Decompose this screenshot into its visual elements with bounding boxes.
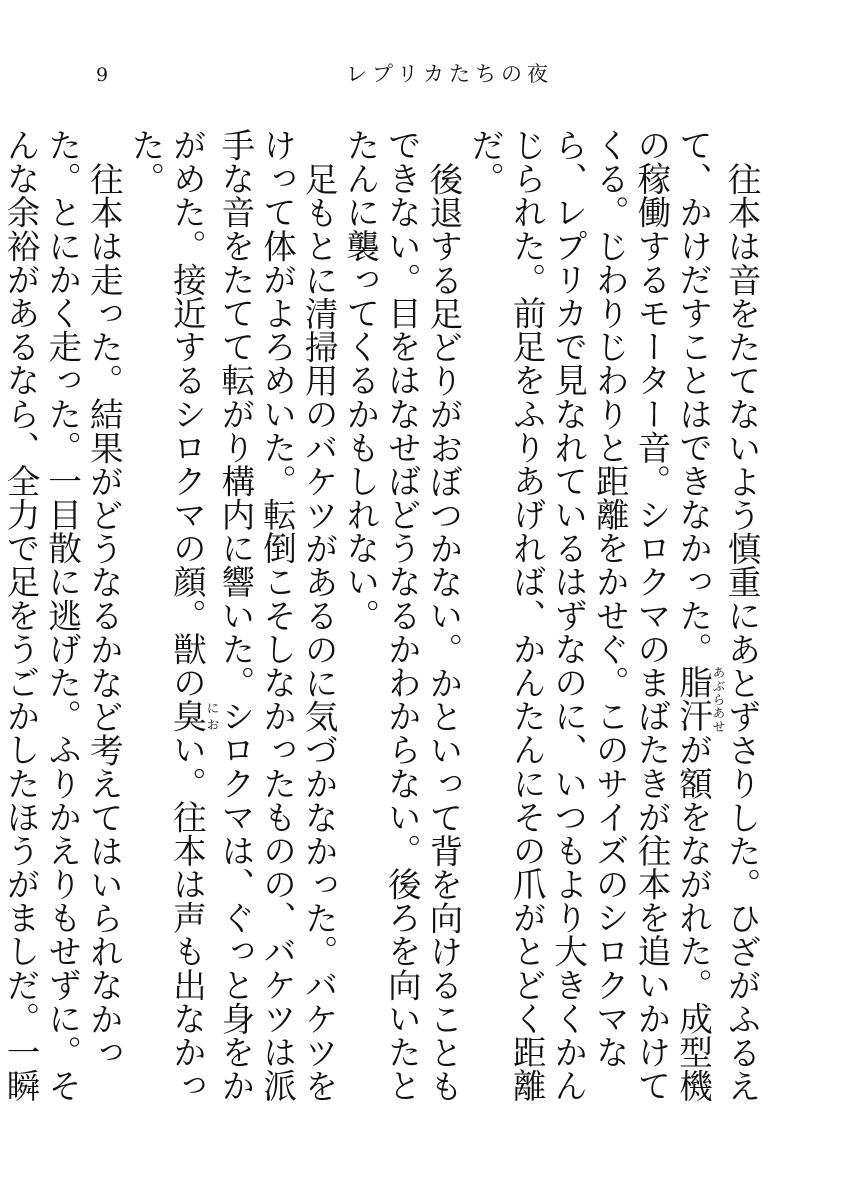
ruby-base: 臭: [167, 699, 207, 733]
ruby-aburaase: [673, 665, 725, 733]
paragraph-1-part-a: 往本は音をたてないよう慎重にあとずさりした。ひざがふるえて、かけだすことはできなかった。: [673, 128, 761, 1103]
ruby-reading: にお: [203, 699, 219, 733]
paragraph-4: 往本は走った。結果がどうなるかなど考えてはいられなかった。とにかく走った。一目散に逃げた。ふりかえりもせずに。そんな余裕があるなら、全力で足をうごかしたほうがましだ。一瞬: [1, 128, 124, 1103]
body-text: [1, 128, 762, 1118]
paragraph-3: [124, 128, 339, 1118]
ruby-nioi: [167, 699, 219, 733]
paragraph-3-part-b: い。往本は声も出なかった。: [125, 128, 207, 1103]
paragraph-3-part-a: 足もとに清掃用のバケツがあるのに気づかなかった。バケツをけって体がよろめいた。転倒こそしなかったものの、バケツは派手な音をたてて転がり構内に響いた。シロクマは、ぐっと身をかがめた。接近するシロクマの顔。獣の: [167, 128, 339, 1103]
running-title: レプリカたちの夜: [346, 62, 553, 86]
page-number: 9: [96, 64, 109, 86]
paragraph-1-part-b: が額をながれた。成型機の稼働するモーター音。シロクマのまばたきが往本を追いかけてくる。じわりじわりと距離をかせぐ。このサイズのシロクマなら、レプリカで見なれているはずなのに、いつもより大きくかんじられた。前足をふりあげれば、かんたんにその爪がとどく距離だ。: [465, 128, 713, 1103]
paragraph-2: 後退する足どりがおぼつかない。かといって背を向けることもできない。目をはなせばどうなるかわからない。後ろを向いたとたんに襲ってくるかもしれない。: [340, 128, 463, 1103]
ruby-base: 脂汗: [673, 665, 713, 733]
paragraph-1: [464, 128, 762, 1118]
ruby-reading: あぶらあせ: [709, 665, 725, 733]
